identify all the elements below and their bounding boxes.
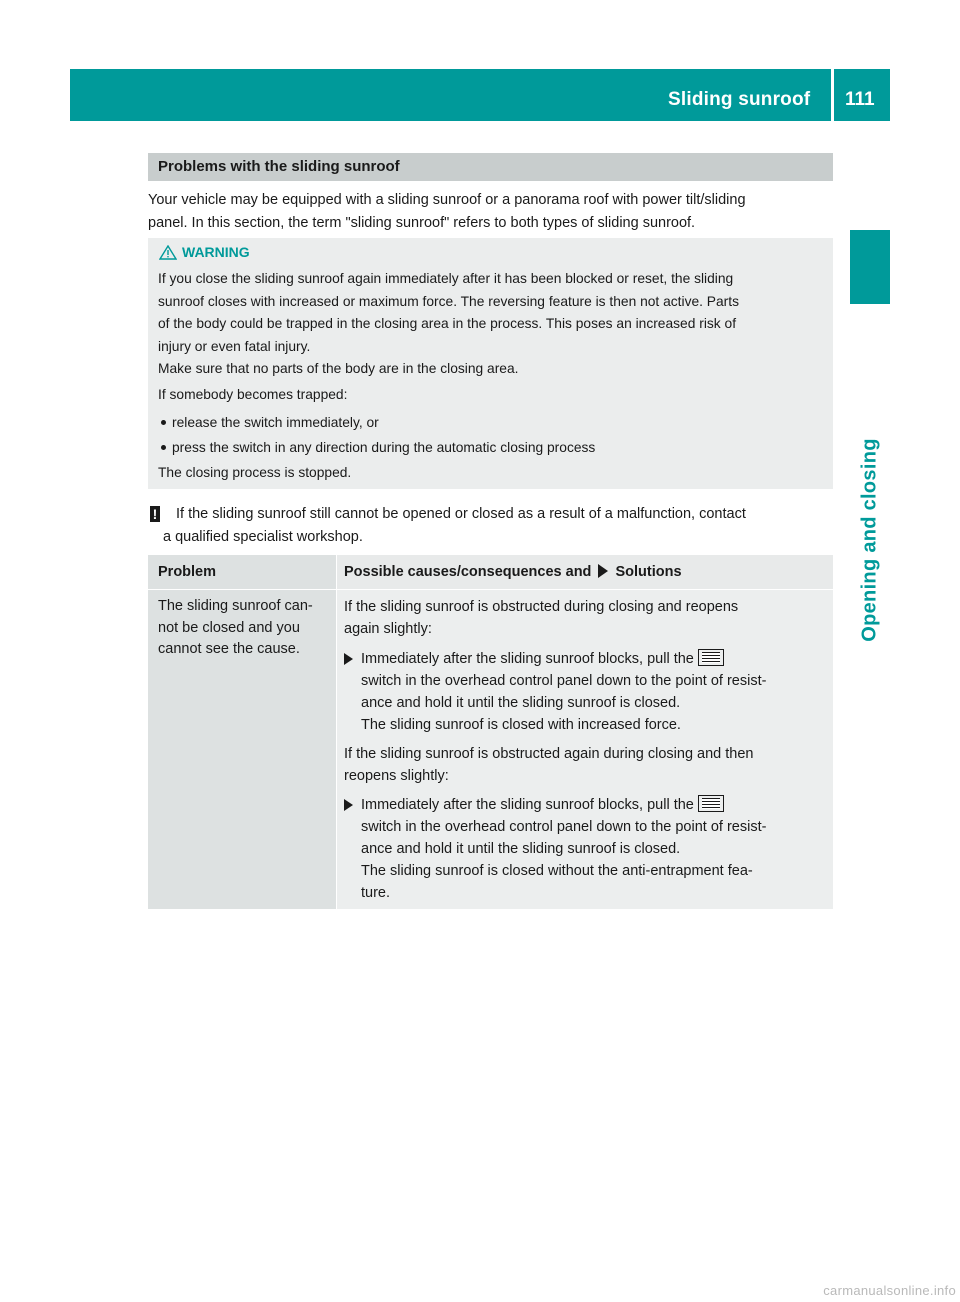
chapter-tab [850, 230, 890, 304]
action-arrow-icon [598, 564, 608, 578]
page-number: 111 [845, 89, 875, 110]
intro-line: panel. In this section, the term "sliding sunroof" refers to both types of sliding sunroof. [148, 215, 696, 231]
warning-text: The closing process is stopped. [158, 465, 352, 480]
header-title: Sliding sunroof [668, 89, 811, 110]
intro-paragraph [148, 189, 836, 235]
case-text: If the sliding sunroof is obstructed during closing and reopens again slightly: [344, 599, 739, 637]
bullet-icon [161, 445, 166, 450]
warning-title: WARNING [182, 244, 250, 260]
sunroof-switch-icon [698, 649, 724, 666]
section-heading-text: Problems with the sliding sunroof [158, 158, 400, 175]
list-item: release the switch immediately, or [158, 412, 379, 435]
problem-solution-table [148, 555, 833, 909]
chapter-label: Opening and closing [858, 438, 881, 642]
section-heading [148, 153, 833, 181]
note-text: If the sliding sunroof still cannot be opened or closed as a result of a malfunction, contact [176, 506, 746, 522]
warning-triangle-icon [159, 245, 177, 260]
note-text: a qualified specialist workshop. [163, 529, 363, 545]
action-arrow-icon [344, 799, 353, 811]
sunroof-switch-icon [698, 795, 724, 812]
header-divider [831, 69, 834, 121]
table-cell-problem: The sliding sunroof can- not be closed and you cannot see the cause. [148, 590, 336, 909]
table-cell-solutions: If the sliding sunroof is obstructed during closing and reopens again slightly: Immediately after the sliding sunroof blocks, pull the switch in the overhead control panel down to the point of resist- ance and hold it until the sliding sunroof is closed. The sliding sunroof is closed with increased force. If the sliding sunroof is obstructed again during closing and then reopens slightly: Immediately after the sliding sunroof blocks, pull the switch in the overhead control panel down to the point of resist- ance and hold it until the sliding sunroof is closed. The sliding sunroof is closed without the anti-entrapment fea- ture. [337, 590, 833, 909]
exclamation-icon: ! [150, 506, 160, 522]
bullet-icon [161, 420, 166, 425]
action-arrow-icon [344, 653, 353, 665]
table-header-cell: Possible causes/consequences and Solutions [337, 555, 833, 589]
intro-line: Your vehicle may be equipped with a sliding sunroof or a panorama roof with power tilt/sliding [148, 192, 746, 208]
list-item: press the switch in any direction during the automatic closing process [158, 437, 595, 460]
table-header-cell: Problem [148, 555, 336, 589]
warning-text: If you close the sliding sunroof again immediately after it has been blocked or reset, the sliding sunroof closes with increased or maximum force. The reversing feature is then not active. Parts of the body could be trapped in the closing area in the process. This poses an increased risk of injury or even fatal injury. [158, 271, 740, 354]
watermark: carmanualsonline.info [823, 1283, 956, 1298]
case-text: If the sliding sunroof is obstructed again during closing and then reopens slightly: [344, 746, 754, 784]
warning-text: If somebody becomes trapped: [158, 387, 348, 402]
warning-text: Make sure that no parts of the body are in the closing area. [158, 361, 519, 376]
warning-box [148, 238, 833, 489]
